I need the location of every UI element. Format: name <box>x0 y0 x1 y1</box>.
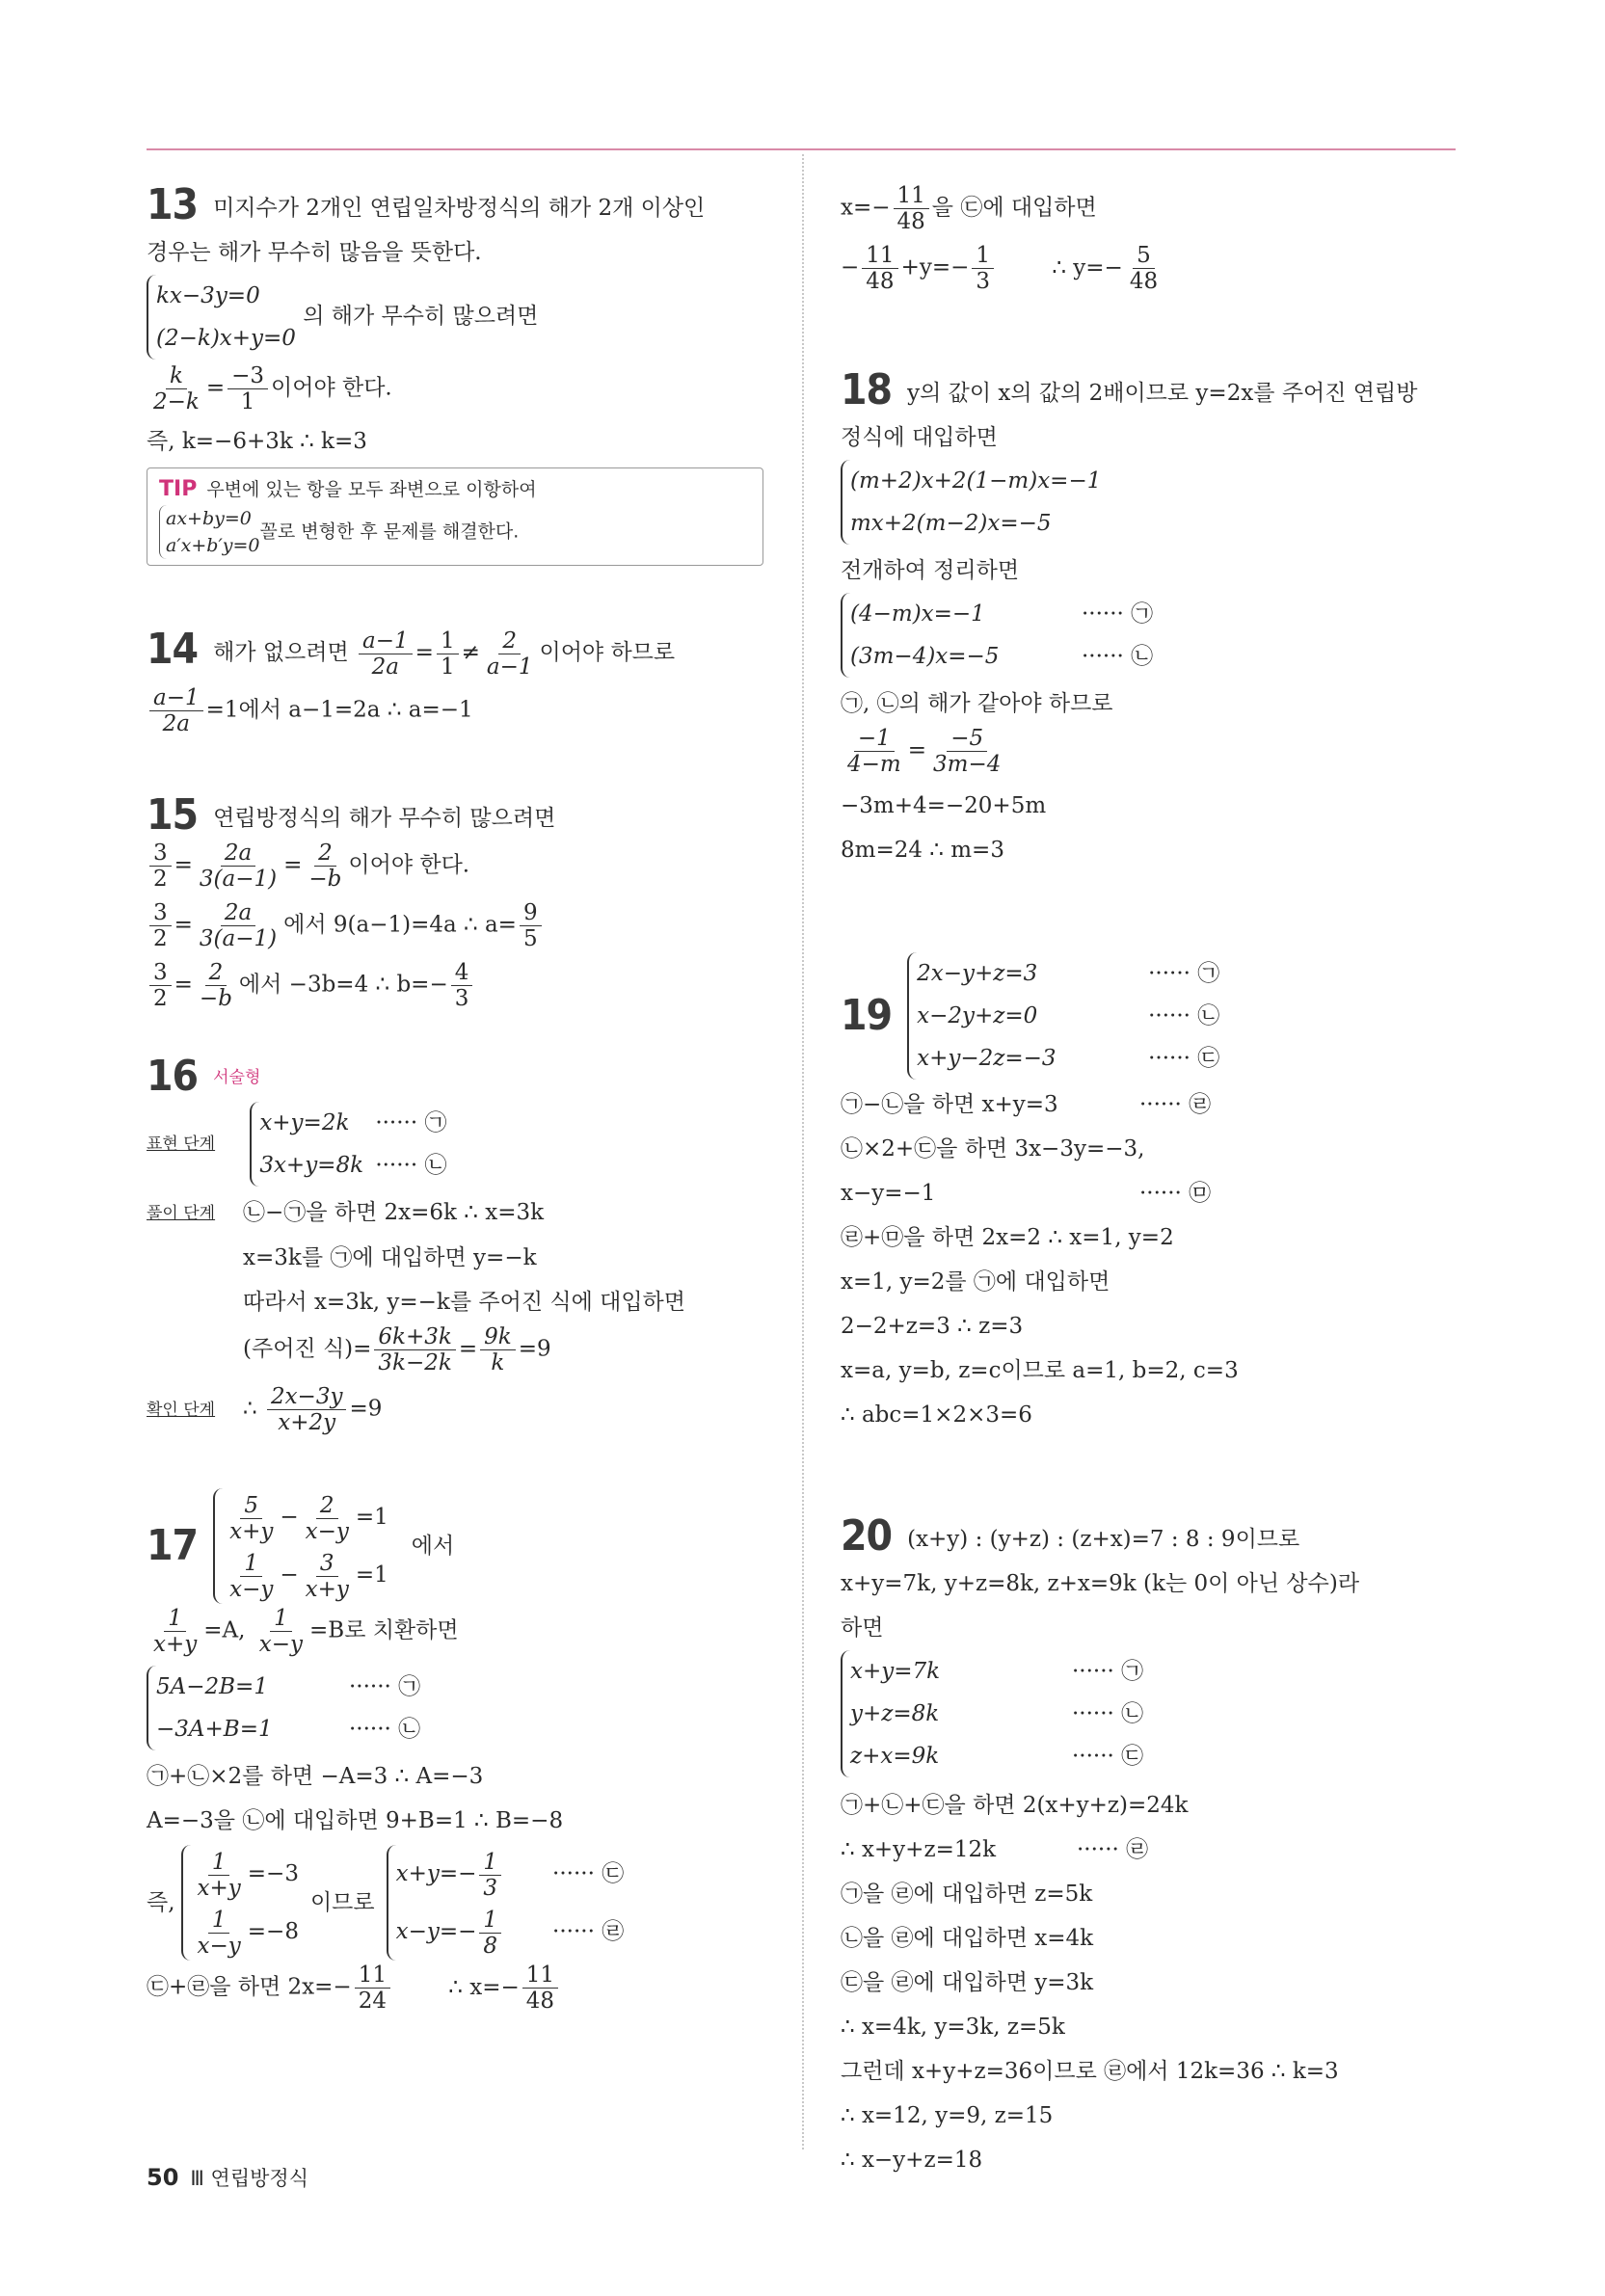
page-footer <box>147 2163 308 2192</box>
text-line: x+y=7k, y+z=8k, z+x=9k (k는 0이 아닌 상수)라 <box>841 1571 1360 1596</box>
text-line: 8m=24 ∴ m=3 <box>841 838 1004 863</box>
text-line: 을 ㉢에 대입하면 <box>931 195 1097 221</box>
problem-number: 18 <box>841 365 893 414</box>
text-line: y의 값이 x의 값의 2배이므로 y=2x를 주어진 연립방 <box>907 381 1418 406</box>
equation-mark: ······ ㉣ <box>1139 1092 1212 1117</box>
text-line: 정식에 대입하면 <box>841 425 998 450</box>
problem-number: 14 <box>147 625 199 674</box>
equation-system: x+y=2k ······ ㉠ 3x+y=8k ······ ㉡ <box>250 1102 446 1187</box>
problem-number: 19 <box>841 991 893 1040</box>
text-line: 에서 <box>411 1534 455 1559</box>
equation-system: 2x−y+z=3 ······ ㉠ x−2y+z=0 ······ ㉡ x+y−2z=−3 ······ ㉢ <box>907 952 1219 1080</box>
text-line: 즉, k=−6+3k ∴ k=3 <box>147 429 367 454</box>
text-line: 따라서 x=3k, y=−k를 주어진 식에 대입하면 <box>243 1290 685 1315</box>
problem-17 <box>147 1486 763 2024</box>
text-line: ㉡을 ㉣에 대입하면 x=4k <box>841 1926 1094 1951</box>
text-line: −3m+4=−20+5m <box>841 793 1047 818</box>
fraction: $\frac{1}{x+y}$ <box>153 1606 198 1657</box>
text-line: 에서 −3b=4 ∴ b=− <box>238 972 448 998</box>
text-line: =B로 치환하면 <box>309 1617 459 1643</box>
text-line: 의 해가 무수히 많으려면 <box>303 304 539 329</box>
problem-number: 20 <box>841 1511 893 1561</box>
problem-number: 15 <box>147 790 199 840</box>
text-line: 에서 9(a−1)=4a ∴ a= <box>283 912 517 938</box>
equation-system: 5A−2B=1 ······ ㉠ −3A+B=1 ······ ㉡ <box>147 1666 420 1750</box>
problem-18: 18 y의 값이 x의 값의 2배이므로 y=2x를 주어진 연립방 정식에 대입하면 (m+2)x+2(1−m)x=−1 mx+2(m−2)x=−5 전개하여 정리하면 (4−m)x=−1 ······ ㉠ (3m−4)x=−5 ······ ㉡ ㉠, ㉡의 해가 같아야 하므로 $\frac{-1}{4-m}$ = $\frac{-5}{3m-4}$ −3m+4=−20+5m 8m=24 ∴ m=3 <box>841 365 1418 863</box>
problem-number: 17 <box>147 1521 199 1570</box>
step-label: 표현 단계 <box>147 1135 216 1154</box>
text-line: ∴ <box>243 1396 257 1422</box>
text-line: ㉢을 ㉣에 대입하면 y=3k <box>841 1970 1094 1995</box>
text-line: 즉, <box>147 1890 175 1915</box>
fraction: $\frac{1}{1}$ <box>437 628 459 680</box>
fraction: $\frac{3}{2}$ <box>149 841 172 892</box>
text-line: +y=− <box>900 254 970 280</box>
text-line: ∴ x+y+z=12k <box>841 1837 997 1862</box>
equation-mark: ······ ㉣ <box>1077 1837 1149 1862</box>
equation-system: x+y=7k ······ ㉠ y+z=8k ······ ㉡ z+x=9k ······ ㉢ <box>841 1650 1143 1777</box>
text-line: 이므로 <box>309 1890 375 1915</box>
fraction: $\frac{4}{3}$ <box>451 960 473 1011</box>
left-column <box>147 180 763 2024</box>
top-rule <box>147 148 1456 150</box>
fraction: $\frac{11}{48}$ <box>522 1962 558 2014</box>
page-number: 50 <box>147 2164 179 2191</box>
text-line: 해가 없으려면 <box>213 640 349 665</box>
fraction: $\frac{5}{48}$ <box>1129 243 1159 294</box>
problem-16: 16 서술형 표현 단계 x+y=2k ······ ㉠ 3x+y=8k ······ ㉡ 풀이 단계 ㉡−㉠을 하면 2x=6k ∴ x=3k x=3k를 ㉠에 대입하면 y=−k 따라서 x=3k, y=−k를 주어진 식에 대입하면 (주어진 식)= $\frac{6k+3k}{3k-2k}$ = $\frac{9k}{k}$ =9 확인 단계 ∴ $\frac{2x-3y}{x+2y}$ =9 <box>147 1052 685 1435</box>
text-line: =A, <box>203 1617 246 1643</box>
text-line: ∴ x=− <box>448 1974 520 2000</box>
text-line: ∴ x−y+z=18 <box>841 2148 983 2173</box>
problem-19 <box>841 949 1458 1437</box>
text-line: 이어야 한다. <box>271 375 392 401</box>
text-line: x=3k를 ㉠에 대입하면 y=−k <box>243 1245 537 1270</box>
text-line: ∴ abc=1×2×3=6 <box>841 1402 1032 1428</box>
text-line: x=1, y=2를 ㉠에 대입하면 <box>841 1269 1110 1295</box>
fraction: $\frac{2}{-b}$ <box>308 841 342 892</box>
equation-system: $\frac{5}{x+y}$ − $\frac{2}{x-y}$ =1 $\frac{1}{x-y}$ − $\frac{3}{x+y}$ =1 <box>213 1488 388 1604</box>
text-line: =9 <box>349 1396 383 1422</box>
text-line: ∴ x=12, y=9, z=15 <box>841 2103 1054 2128</box>
text-line: x−y=−1 <box>841 1181 936 1206</box>
equation: (2−k)x+y=0 <box>156 326 296 351</box>
equals: = <box>205 375 226 401</box>
text-line: =1에서 a−1=2a ∴ a=−1 <box>205 697 473 723</box>
fraction: $\frac{9}{5}$ <box>520 900 542 951</box>
text-line: x=a, y=b, z=c이므로 a=1, b=2, c=3 <box>841 1358 1239 1383</box>
fraction: $\frac{2}{a-1}$ <box>486 627 533 680</box>
text-line: ㉠+㉡+㉢을 하면 2(x+y+z)=24k <box>841 1793 1189 1818</box>
right-column <box>841 183 1458 2182</box>
fraction: $\frac{2x-3y}{x+2y}$ <box>267 1384 347 1435</box>
text-line: 그런데 x+y+z=36이므로 ㉣에서 12k=36 ∴ k=3 <box>841 2059 1339 2084</box>
tip-box <box>147 467 763 566</box>
fraction: $\frac{a-1}{2a}$ <box>149 685 203 736</box>
text-line: ㉠+㉡×2를 하면 −A=3 ∴ A=−3 <box>147 1764 484 1789</box>
equation-system: $\frac{1}{x+y}$ =−3 $\frac{1}{x-y}$ =−8 <box>181 1845 299 1961</box>
problem-number: 13 <box>147 180 199 229</box>
text-line: ㉠, ㉡의 해가 같아야 하므로 <box>841 691 1113 716</box>
fraction: $\frac{11}{24}$ <box>355 1962 390 2014</box>
text-line: 이어야 하므로 <box>539 640 676 665</box>
fraction: $\frac{1}{3}$ <box>972 243 994 294</box>
text-line: 이어야 한다. <box>348 852 470 878</box>
text-line: − <box>841 254 860 280</box>
problem-17-continued <box>841 183 1458 310</box>
fraction: $\frac{a-1}{2a}$ <box>359 628 413 680</box>
equation-system: (4−m)x=−1 ······ ㉠ (3m−4)x=−5 ······ ㉡ <box>841 593 1153 678</box>
step-label: 확인 단계 <box>147 1400 216 1420</box>
fraction: $\frac{-3}{1}$ <box>227 363 268 414</box>
step-label: 풀이 단계 <box>147 1204 216 1223</box>
section-title: Ⅲ 연립방정식 <box>190 2167 308 2190</box>
text-line: (주어진 식)= <box>243 1336 372 1362</box>
problem-20 <box>841 1511 1458 2182</box>
text-line: 경우는 해가 무수히 많음을 뜻한다. <box>147 240 482 265</box>
text-line: 2−2+z=3 ∴ z=3 <box>841 1314 1024 1339</box>
text-line: ㉠−㉡을 하면 x+y=3 <box>841 1092 1058 1117</box>
text-line: ∴ x=4k, y=3k, z=5k <box>841 2015 1065 2040</box>
equation-system: x+y=− $\frac{1}{3}$ ······ ㉢ x−y=− $\frac{1}{8}$ ······ ㉣ <box>387 1845 625 1961</box>
text-line: ㉠을 ㉣에 대입하면 z=5k <box>841 1882 1093 1907</box>
text-line: 전개하여 정리하면 <box>841 558 1020 583</box>
tip-text: 꼴로 변형한 후 문제를 해결한다. <box>259 521 520 543</box>
fraction: $\frac{2a}{3(a-1)}$ <box>199 841 278 892</box>
fraction: $\frac{3}{2}$ <box>149 960 172 1011</box>
essay-tag: 서술형 <box>213 1068 261 1087</box>
text-line: ㉡−㉠을 하면 2x=6k ∴ x=3k <box>243 1200 545 1225</box>
text-line: 미지수가 2개인 연립일차방정식의 해가 2개 이상인 <box>213 196 706 221</box>
fraction: $\frac{6k+3k}{3k-2k}$ <box>374 1324 455 1375</box>
text-line: A=−3을 ㉡에 대입하면 9+B=1 ∴ B=−8 <box>147 1808 564 1833</box>
fraction: $\frac{2a}{3(a-1)}$ <box>199 900 278 951</box>
fraction: $\frac{11}{48}$ <box>862 243 897 294</box>
text-line: 연립방정식의 해가 무수히 많으려면 <box>213 806 556 831</box>
fraction: $\frac{11}{48}$ <box>894 183 929 234</box>
fraction: $\frac{1}{x-y}$ <box>258 1606 304 1657</box>
problem-14: 14 해가 없으려면 $\frac{a-1}{2a}$ = $\frac{1}{1}$ ≠ $\frac{2}{a-1}$ 이어야 하므로 $\frac{a-1}{2a}$ =1에서 a−1=2a ∴ a=−1 <box>147 625 676 736</box>
fraction: $\frac{9k}{k}$ <box>480 1324 516 1375</box>
text-line: ∴ y=− <box>1052 254 1123 280</box>
tip-label: TIP <box>159 477 198 501</box>
fraction: $\frac{3}{2}$ <box>149 900 172 951</box>
equation-system: (m+2)x+2(1−m)x=−1 mx+2(m−2)x=−5 <box>841 460 1101 545</box>
fraction: $\frac{k}{2-k}$ <box>153 363 200 414</box>
text-line: ㉢+㉣을 하면 2x=− <box>147 1974 352 2000</box>
problem-number: 16 <box>147 1052 199 1101</box>
equation-system: ax+by=0 a′x+b′y=0 <box>159 505 260 559</box>
text-line: x=− <box>841 195 891 221</box>
text-line: ㉣+㉤을 하면 2x=2 ∴ x=1, y=2 <box>841 1225 1174 1250</box>
text-line: =9 <box>518 1336 551 1362</box>
fraction: $\frac{-1}{4-m}$ <box>847 726 901 777</box>
equation-mark: ······ ㉤ <box>1139 1181 1212 1206</box>
column-divider <box>802 154 804 2149</box>
equation: kx−3y=0 <box>156 283 260 308</box>
tip-text: 우변에 있는 항을 모두 좌변으로 이항하여 <box>206 479 537 500</box>
equation-system <box>147 275 296 360</box>
problem-13 <box>147 180 763 566</box>
fraction: $\frac{2}{-b}$ <box>199 960 232 1011</box>
text-line: 하면 <box>841 1615 884 1641</box>
text-line: ㉡×2+㉢을 하면 3x−3y=−3, <box>841 1136 1145 1161</box>
problem-15: 15 연립방정식의 해가 무수히 많으려면 $\frac{3}{2}$ = $\frac{2a}{3(a-1)}$ = $\frac{2}{-b}$ 이어야 한다. $\frac{3}{2}$ = $\frac{2a}{3(a-1)}$ 에서 9(a−1)=4a ∴ a= $\frac{9}{5}$ $\frac{3}{2}$ = $\frac{2}{-b}$ 에서 −3b=4 ∴ b=− $\frac{4}{3}$ <box>147 790 556 1011</box>
text-line: (x+y) : (y+z) : (z+x)=7 : 8 : 9이므로 <box>907 1527 1300 1552</box>
fraction: $\frac{-5}{3m-4}$ <box>933 726 1002 777</box>
